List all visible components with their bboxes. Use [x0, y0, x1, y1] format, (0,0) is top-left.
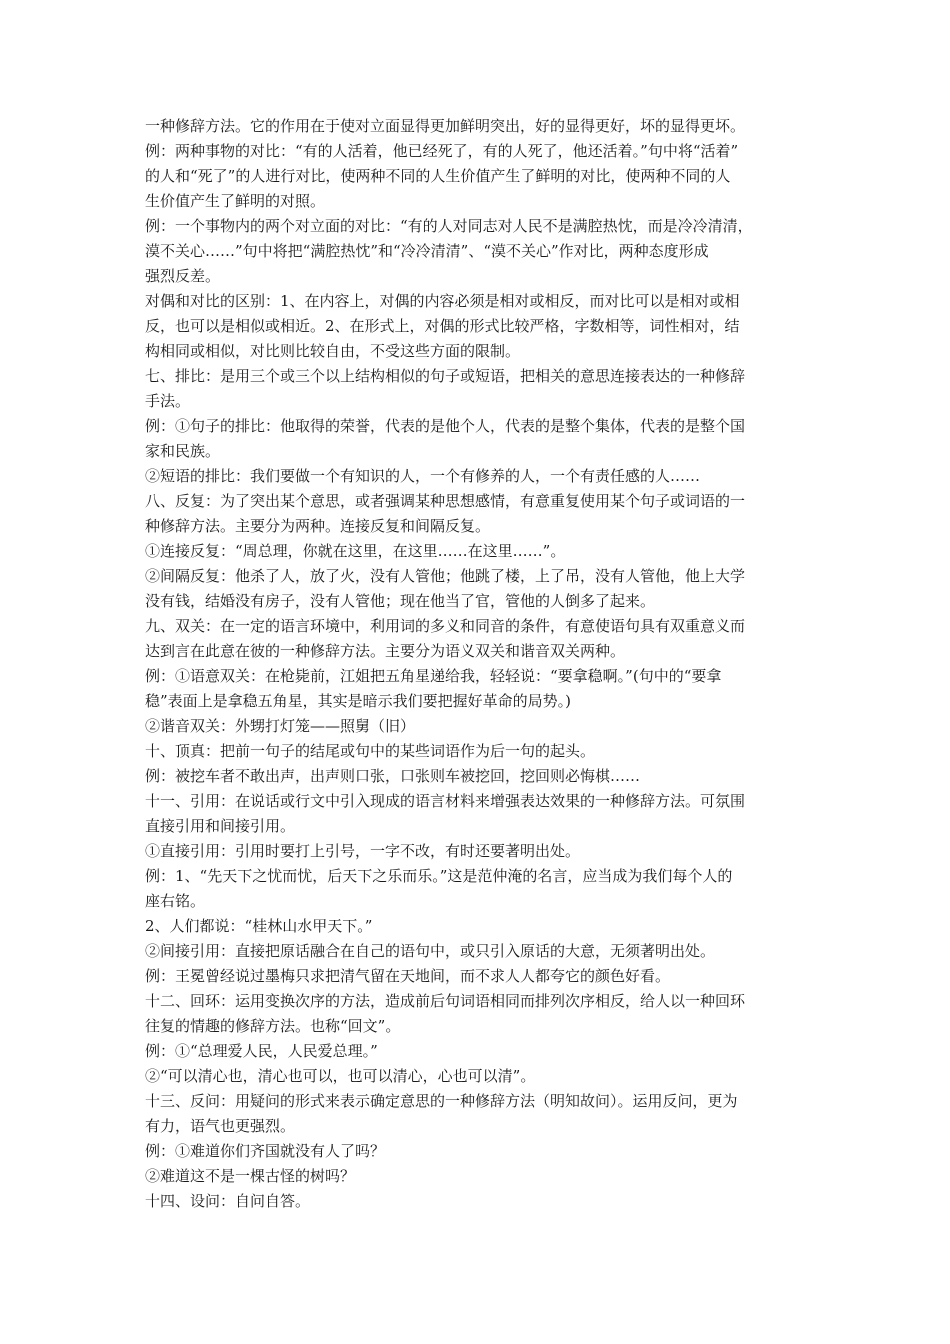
- text-line: ②间隔反复：他杀了人，放了火，没有人管他；他跳了楼，上了吊，没有人管他，他上大学: [145, 567, 746, 585]
- document-body: [145, 114, 809, 1214]
- text-line: 往复的情趣的修辞方法。也称“回文”。: [145, 1017, 401, 1035]
- text-line: 例：一个事物内的两个对立面的对比：“有的人对同志对人民不是满腔热忱，而是冷冷清清，: [145, 217, 753, 235]
- text-line: 有力，语气也更强烈。: [145, 1117, 296, 1135]
- text-line: 例：①句子的排比：他取得的荣誉，代表的是他个人，代表的是整个集体，代表的是整个国: [145, 417, 746, 435]
- text-line: 例：①语意双关：在枪毙前，江姐把五角星递给我，轻轻说：“要拿稳啊。”(句中的“要拿: [145, 667, 722, 685]
- text-line: 十三、反问：用疑问的形式来表示确定意思的一种修辞方法（明知故问）。运用反问，更为: [145, 1092, 738, 1110]
- text-line: 生价值产生了鲜明的对照。: [145, 192, 326, 210]
- text-line: 例：①难道你们齐国就没有人了吗？: [145, 1142, 386, 1160]
- text-line: 一种修辞方法。它的作用在于使对立面显得更加鲜明突出，好的显得更好，坏的显得更坏。: [145, 117, 746, 135]
- text-line: ②难道这不是一棵古怪的树吗？: [145, 1167, 356, 1185]
- text-line: 例：①“总理爱人民，人民爱总理。”: [145, 1042, 378, 1060]
- text-line: ②短语的排比：我们要做一个有知识的人，一个有修养的人，一个有责任感的人……: [145, 467, 701, 485]
- text-line: 没有钱，结婚没有房子，没有人管他；现在他当了官，管他的人倒多了起来。: [145, 592, 656, 610]
- text-line: 达到言在此意在彼的一种修辞方法。主要分为语义双关和谐音双关两种。: [145, 642, 626, 660]
- text-line: 的人和“死了”的人进行对比，使两种不同的人生价值产生了鲜明的对比，使两种不同的人: [145, 167, 731, 185]
- text-line: 反，也可以是相似或相近。2、在形式上，对偶的形式比较严格，字数相等，词性相对，结: [145, 317, 740, 335]
- text-line: 九、双关：在一定的语言环境中，利用词的多义和同音的条件，有意使语句具有双重意义而: [145, 617, 746, 635]
- text-line: 七、排比：是用三个或三个以上结构相似的句子或短语，把相关的意思连接表达的一种修辞: [145, 367, 746, 385]
- text-line: 对偶和对比的区别：1、在内容上，对偶的内容必须是相对或相反，而对比可以是相对或相: [145, 292, 740, 310]
- text-line: 十四、设问：自问自答。: [145, 1192, 311, 1210]
- text-line: ①直接引用：引用时要打上引号，一字不改，有时还要著明出处。: [145, 842, 581, 860]
- text-line: ②“可以清心也，清心也可以，也可以清心，心也可以清”。: [145, 1067, 536, 1085]
- text-line: 构相同或相似，对比则比较自由，不受这些方面的限制。: [145, 342, 521, 360]
- text-line: 十二、回环：运用变换次序的方法，造成前后句词语相同而排列次序相反，给人以一种回环: [145, 992, 746, 1010]
- text-line: ②谐音双关：外甥打灯笼——照舅（旧）: [145, 717, 416, 735]
- text-line: 种修辞方法。主要分为两种。连接反复和间隔反复。: [145, 517, 491, 535]
- text-line: 稳”表面上是拿稳五角星，其实是暗示我们要把握好革命的局势。): [145, 692, 572, 710]
- text-line: 2、人们都说：“桂林山水甲天下。”: [145, 917, 373, 935]
- text-line: 十一、引用：在说话或行文中引入现成的语言材料来增强表达效果的一种修辞方法。可氛围: [145, 792, 746, 810]
- text-line: 例：1、“先天下之忧而忧，后天下之乐而乐。”这是范仲淹的名言，应当成为我们每个人的: [145, 867, 733, 885]
- text-line: 漠不关心……”句中将把“满腔热忱”和“冷冷清清”、“漠不关心”作对比，两种态度形成: [145, 242, 709, 260]
- text-line: 八、反复：为了突出某个意思，或者强调某种思想感情，有意重复使用某个句子或词语的一: [145, 492, 746, 510]
- text-line: 座右铭。: [145, 892, 206, 910]
- text-line: 手法。: [145, 392, 191, 410]
- text-line: 强烈反差。: [145, 267, 221, 285]
- text-line: ①连接反复：“周总理，你就在这里，在这里……在这里……”。: [145, 542, 566, 560]
- text-line: 例：被挖车者不敢出声，出声则口张，口张则车被挖回，挖回则必悔棋……: [145, 767, 641, 785]
- text-line: 十、顶真：把前一句子的结尾或句中的某些词语作为后一句的起头。: [145, 742, 596, 760]
- text-line: 直接引用和间接引用。: [145, 817, 296, 835]
- text-line: ②间接引用：直接把原话融合在自己的语句中，或只引入原话的大意，无须著明出处。: [145, 942, 716, 960]
- text-line: 例：王冕曾经说过墨梅只求把清气留在天地间，而不求人人都夸它的颜色好看。: [145, 967, 671, 985]
- text-line: 家和民族。: [145, 442, 221, 460]
- text-line: 例：两种事物的对比：“有的人活着，他已经死了，有的人死了，他还活着。”句中将“活着”: [145, 142, 739, 160]
